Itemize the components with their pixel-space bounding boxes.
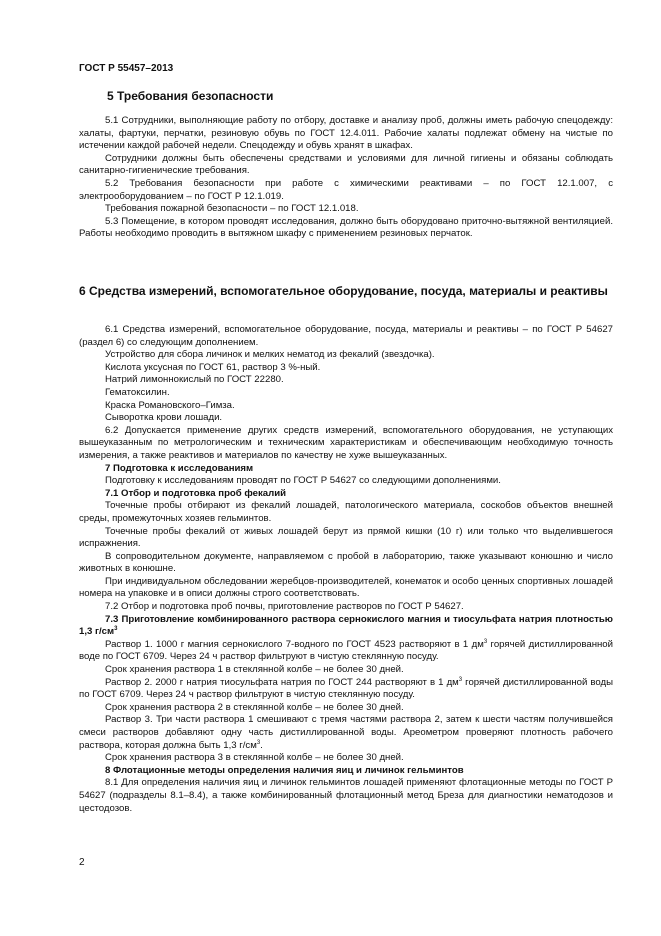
section-5-body xyxy=(79,115,613,241)
paragraph-7-1-d: При индивидуальном обследовании жеребцов-производителей, конематок и особо ценных спортивных лошадей номера на упаковке и в описи должны строго соответствовать. xyxy=(79,575,613,600)
solution-1-storage: Срок хранения раствора 1 в стеклянной колбе – не более 30 дней. xyxy=(105,664,404,676)
subsection-7-1-title: 7.1 Отбор и подготовка проб фекалий xyxy=(105,487,287,499)
section-6-7-8-body xyxy=(79,324,613,815)
list-item: Сыворотка крови лошади. xyxy=(105,412,223,424)
section-5-title: 5 Требования безопасности xyxy=(107,89,274,103)
section-8-title: 8 Флотационные методы определения наличия яиц и личинок гельминтов xyxy=(105,764,464,776)
superscript: 3 xyxy=(458,676,463,683)
paragraph-6-1: 6.1 Средства измерений, вспомогательное оборудование, посуда, материалы и реактивы – по ГОСТ Р 54627 (раздел 6) со следующим дополнением. xyxy=(79,324,613,348)
section-6-title: 6 Средства измерений, вспомогательное оборудование, посуда, материалы и реактивы xyxy=(79,284,608,298)
solution-1-text-rest: горячей дистиллированной воде по ГОСТ 6709. Через 24 ч раствор фильтруют в чистую стеклянную посуду. xyxy=(79,638,613,663)
solution-3-storage: Срок хранения раствора 3 в стеклянной колбе – не более 30 дней. xyxy=(105,752,404,764)
list-item: Кислота уксусная по ГОСТ 61, раствор 3 %-ный. xyxy=(105,361,321,373)
page-number: 2 xyxy=(79,857,85,868)
superscript: 3 xyxy=(483,638,488,645)
document-header: ГОСТ Р 55457–2013 xyxy=(79,63,174,74)
solution-2-storage: Срок хранения раствора 2 в стеклянной колбе – не более 30 дней. xyxy=(105,701,404,713)
paragraph-7-1-b: Точечные пробы фекалий от живых лошадей берут из прямой кишки (10 г) или только что выделившегося испражнения. xyxy=(79,525,613,550)
paragraph-7-1-a: Точечные пробы отбирают из фекалий лошадей, патологического материала, соскобов объектов внешней среды, промежуточных хозяев гельминтов. xyxy=(79,500,613,524)
paragraph-5-3: 5.3 Помещение, в котором проводят исследования, должно быть оборудовано приточно-вытяжной вентиляцией. Работы необходимо проводить в вытяжном шкафу с применением резиновых перчаток. xyxy=(79,215,613,240)
list-item: Натрий лимоннокислый по ГОСТ 22280. xyxy=(105,374,284,386)
paragraph-6-2: 6.2 Допускается применение других средств измерений, вспомогательного оборудования, не уступающих вышеуказанным по метрологическим и техническим характеристикам и обеспечивающим необходимую точность измерения, а также реактивов и материалов по качеству не хуже вышеуказанных. xyxy=(79,424,613,461)
list-item: Краска Романовского–Гимза. xyxy=(105,399,235,411)
solution-3 xyxy=(79,714,613,752)
list-item: Устройство для сбора личинок и мелких нематод из фекалий (звездочка). xyxy=(105,349,435,361)
list-item: Гематоксилин. xyxy=(105,386,170,398)
section-7-title: 7 Подготовка к исследованиям xyxy=(105,462,254,474)
paragraph-fire-safety: Требования пожарной безопасности – по ГОСТ 12.1.018. xyxy=(105,203,359,215)
paragraph-5-2: 5.2 Требования безопасности при работе с химическими реактивами – по ГОСТ 12.1.007, с электрооборудованием – по ГОСТ Р 12.1.019. xyxy=(79,177,613,202)
superscript: 3 xyxy=(256,739,261,746)
paragraph-5-1: 5.1 Сотрудники, выполняющие работу по отбору, доставке и анализу проб, должны иметь рабочую спецодежду: халаты, фартуки, перчатки, резиновую обувь по ГОСТ 12.4.011. Рабочие халаты подлежат обмену на чистые по истечении каждой рабочей недели. Спецодежду и обувь хранят в шкафах. xyxy=(79,115,613,152)
solution-2-text-rest: горячей дистиллированной воды по ГОСТ 6709. Через 24 ч раствор фильтруют в чистую стеклянную посуду. xyxy=(79,676,613,701)
solution-2-text: Раствор 2. 2000 г натрия тиосульфата натрия по ГОСТ 244 растворяют в 1 дм xyxy=(105,676,459,688)
paragraph-7-2: 7.2 Отбор и подготовка проб почвы, приготовление растворов по ГОСТ Р 54627. xyxy=(105,601,464,613)
solution-1 xyxy=(79,639,613,664)
solution-2 xyxy=(79,677,613,702)
paragraph-7-1-c: В сопроводительном документе, направляемом с пробой в лабораторию, также указывают конюшню и число животных в конюшне. xyxy=(79,550,613,575)
superscript: 3 xyxy=(114,626,118,633)
solution-1-text: Раствор 1. 1000 г магния сернокислого 7-водного по ГОСТ 4523 растворяют в 1 дм xyxy=(105,638,484,650)
solution-3-text: Раствор 3. Три части раствора 1 смешивают с тремя частями раствора 2, затем к шести частям получившейся смеси растворов добавляют одну часть дистиллированной воды. Ареометром проверяют плотность рабочего раствора, которая должна быть 1,3 г/см xyxy=(79,714,613,751)
section-7-intro: Подготовку к исследованиям проводят по ГОСТ Р 54627 со следующими дополнениями. xyxy=(105,475,501,487)
subsection-7-3-title xyxy=(79,614,613,639)
solution-3-text-end: . xyxy=(260,739,263,751)
paragraph-8-1: 8.1 Для определения наличия яиц и личинок гельминтов лошадей применяют флотационные методы по ГОСТ Р 54627 (подразделы 8.1–8.4), а также комбинированный флотационный метод Бреза для диагностики нематодозов и цестодозов. xyxy=(79,777,613,814)
paragraph-hygiene: Сотрудники должны быть обеспечены средствами и условиями для личной гигиены и обязаны соблюдать санитарно-гигиенические требования. xyxy=(79,152,613,177)
subsection-7-3-title-text: 7.3 Приготовление комбинированного раствора сернокислого магния и тиосульфата натрия плотностью 1,3 г/см xyxy=(79,613,613,638)
